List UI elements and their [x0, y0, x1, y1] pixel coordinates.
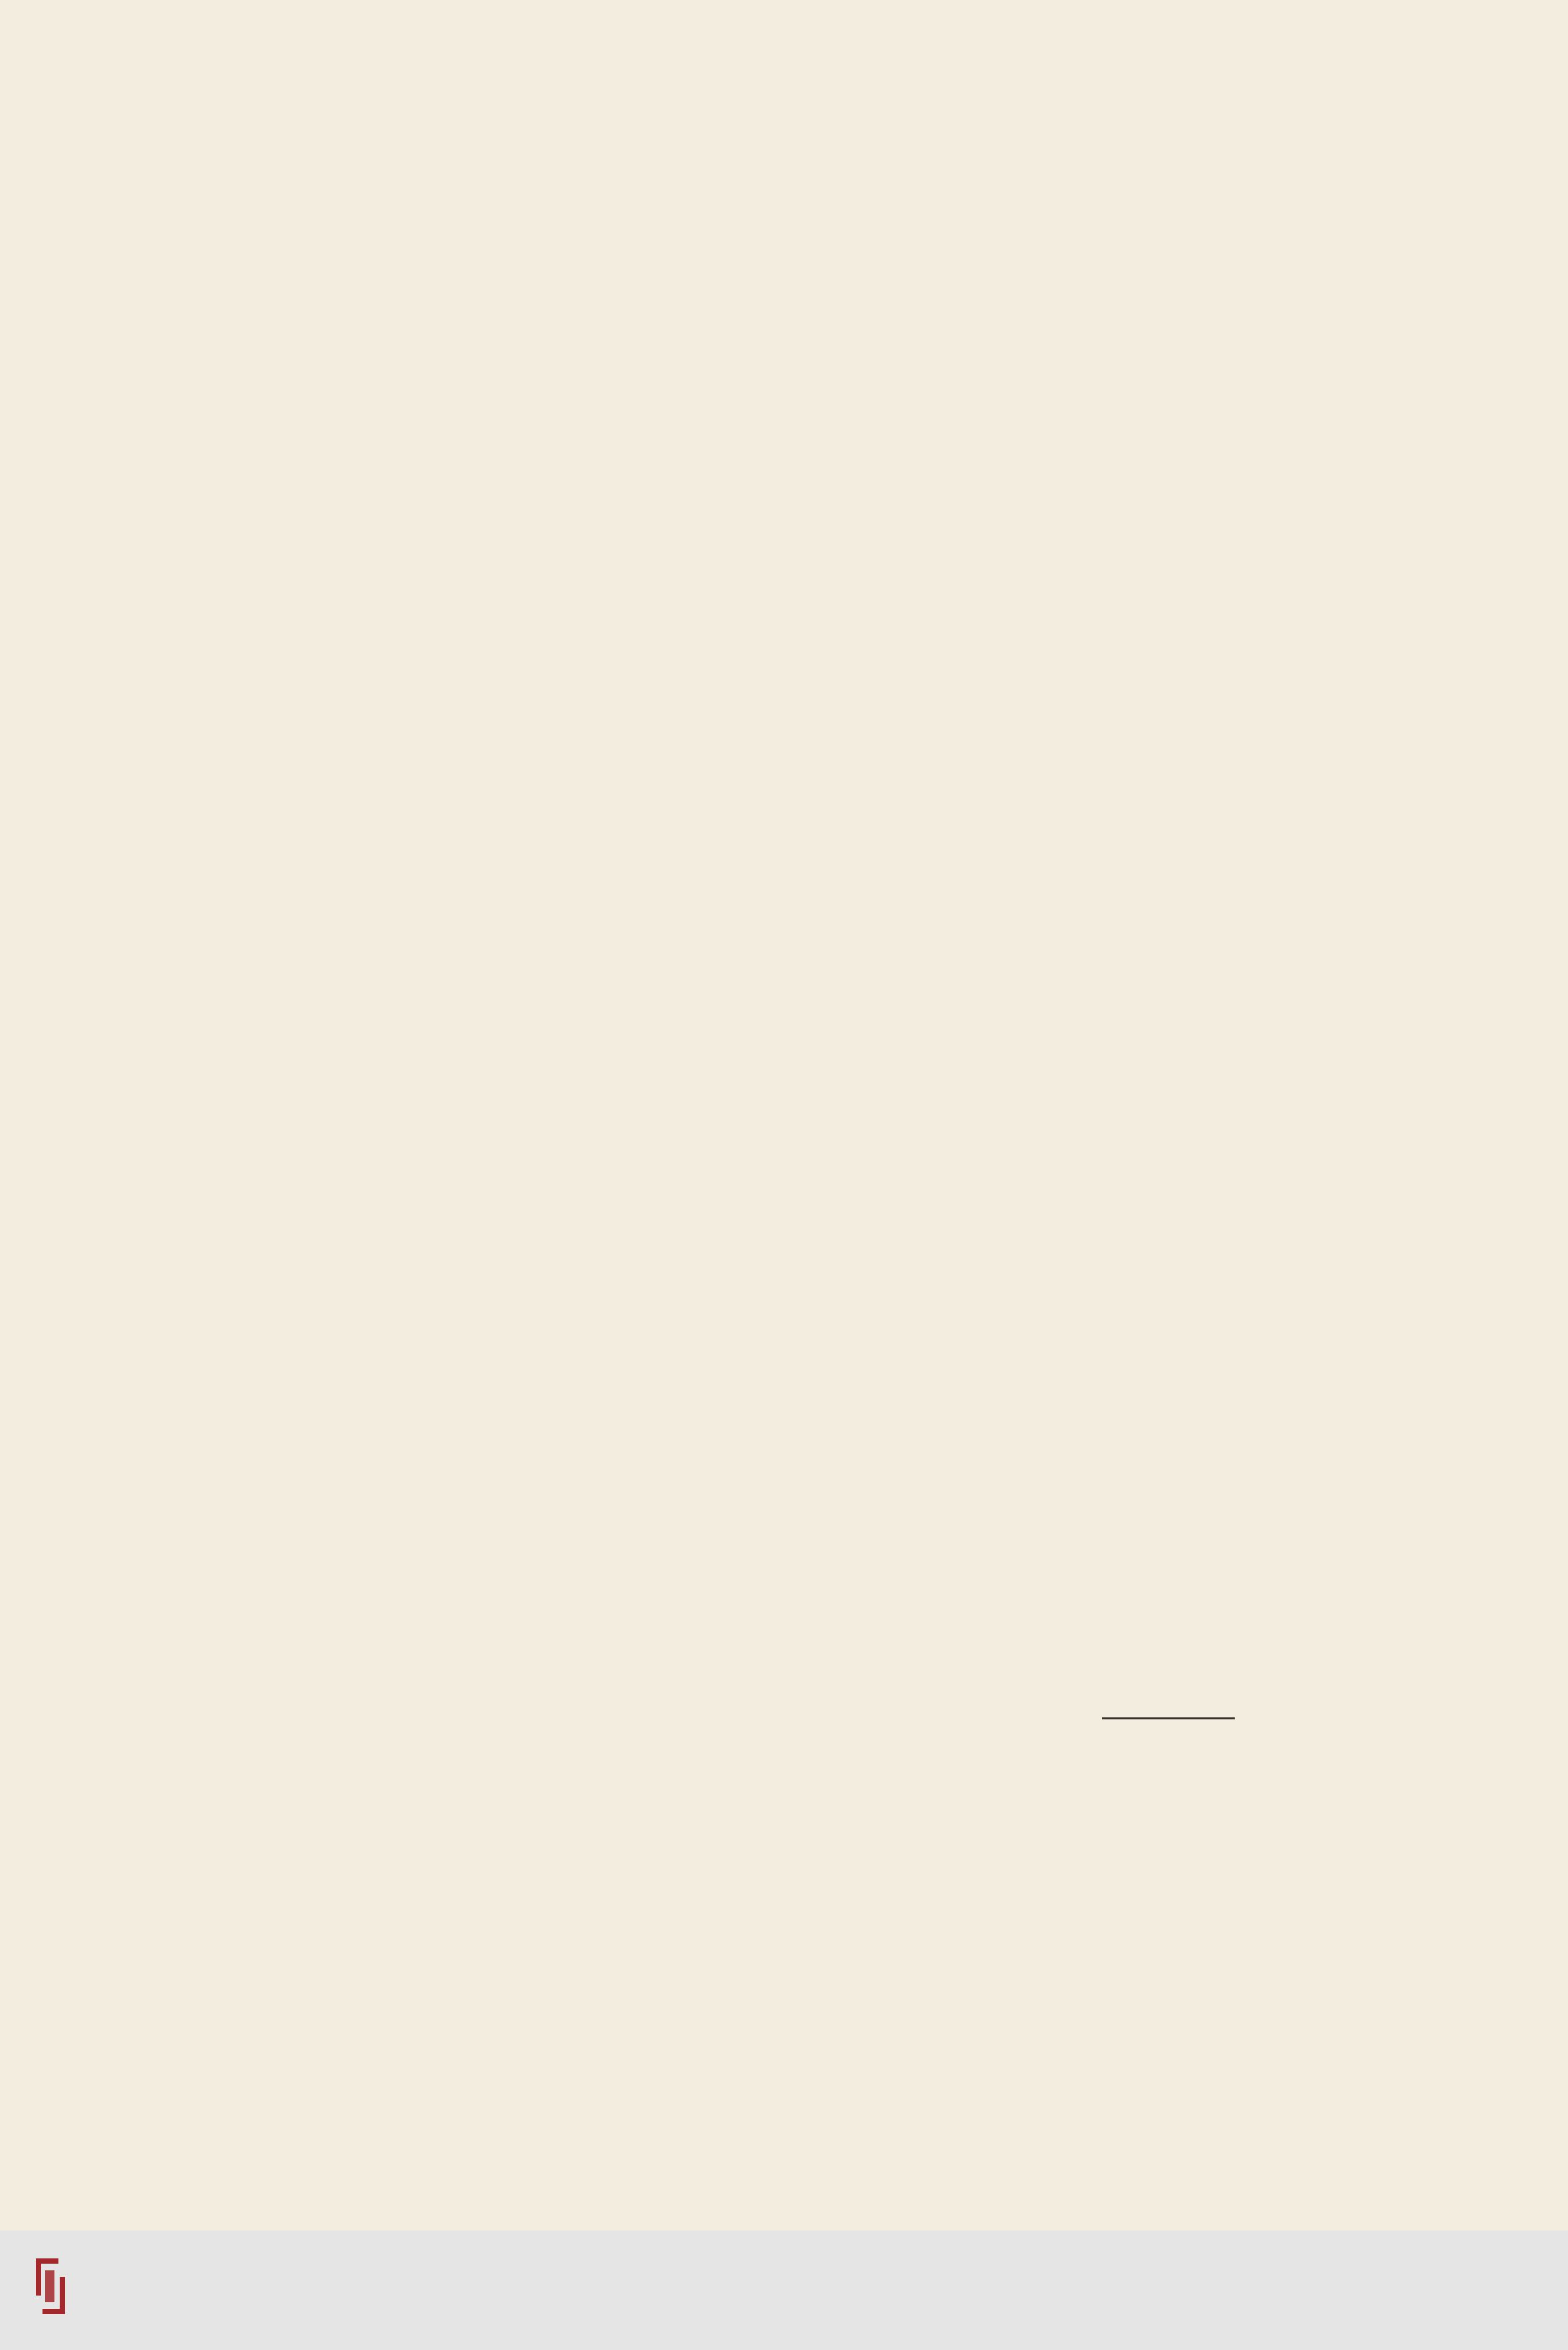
ornament-border-top	[219, 171, 1490, 198]
section-divider	[1102, 1717, 1235, 1719]
university-library-logo-icon	[29, 2254, 72, 2318]
ornament-border-bottom	[219, 2025, 1490, 2051]
library-stamp	[1508, 4, 1564, 117]
ornamental-frame	[219, 171, 1490, 2051]
ornament-border-left	[219, 198, 248, 2025]
footer-bar	[0, 2231, 1568, 2350]
ornament-border-right	[1460, 198, 1490, 2025]
